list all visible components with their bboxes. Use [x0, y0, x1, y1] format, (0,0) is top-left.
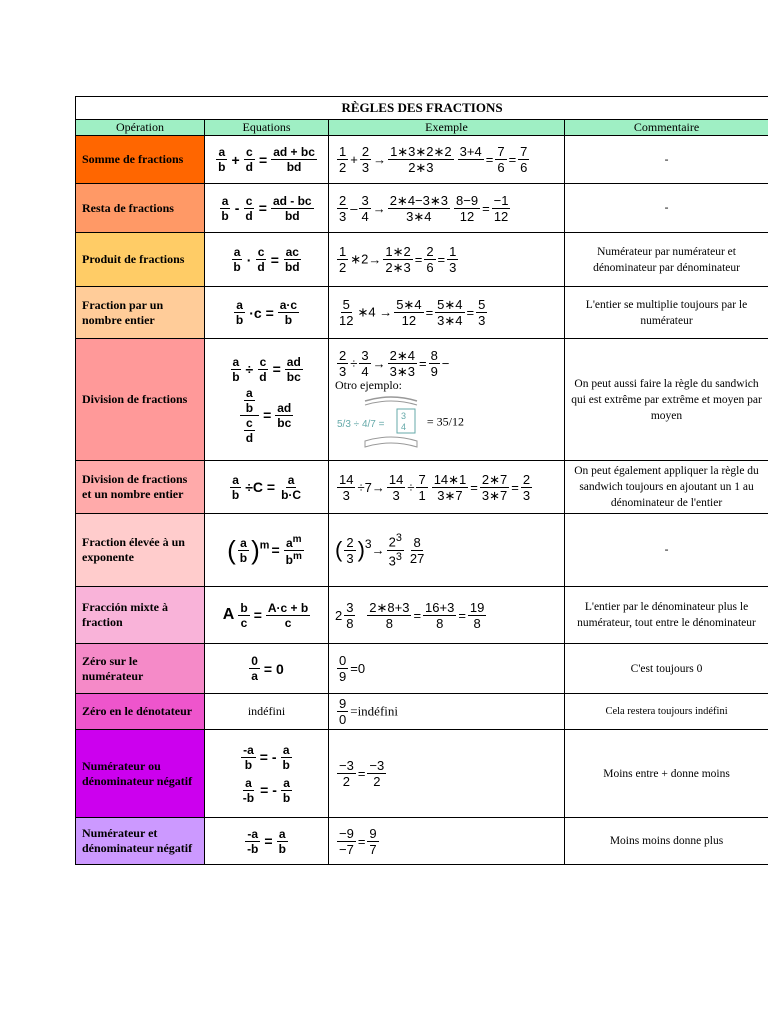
operation-cell: Zéro en le dénotateur: [76, 694, 205, 730]
operation-cell: Somme de fractions: [76, 136, 205, 184]
comment-cell: Numérateur par numérateur et dénominateur par dénominateur: [565, 233, 768, 287]
example-cell: $\frac{0}{9}$ =0: [329, 644, 565, 694]
header-operation: Opération: [76, 120, 205, 136]
table-row: [76, 587, 768, 644]
operation-cell: Fracción mixte à fraction: [76, 587, 205, 644]
table-row: [76, 818, 768, 865]
equation-cell: $\frac{a}{b}$ - $\frac{c}{d}$ = $\frac{ad - bc}{bd}$: [205, 184, 329, 233]
table-row: [76, 184, 768, 233]
svg-text:5/3 ÷ 4/7 =: 5/3 ÷ 4/7 =: [337, 418, 385, 430]
equation-cell: $\frac{a}{b}$ ÷C = $\frac{a}{b\cdot C}$: [205, 461, 329, 514]
table-row: [76, 339, 768, 461]
operation-cell: Resta de fractions: [76, 184, 205, 233]
example-cell: $\frac{1}{2}$ ∗2→ $\frac{1∗2}{2∗3}$ = $\frac{2}{6}$ = $\frac{1}{3}$: [329, 233, 565, 287]
equation-cell: $\frac{-a}{-b}$ = $\frac{a}{b}$: [205, 818, 329, 865]
comment-cell: L'entier se multiplie toujours par le numérateur: [565, 287, 768, 339]
table-row: [76, 287, 768, 339]
svg-text:4: 4: [401, 421, 407, 432]
undefined-result: =indéfini: [350, 703, 399, 719]
zero-result: =0: [350, 661, 366, 676]
example-cell: $\frac{1}{2}$ + $\frac{2}{3}$ → $\frac{1∗3∗2∗2}{2∗3}$ 3+4 = $\frac{7}{6}$ = $\frac{7}{6}$: [329, 136, 565, 184]
operation-cell: Numérateur ou dénominateur négatif: [76, 730, 205, 818]
example-cell: 2 $\frac{3}{8}$ $\frac{2∗8+3}{8}$ = $\frac{16+3}{8}$ = $\frac{19}{8}$: [329, 587, 565, 644]
example-cell: $\frac{2}{3}$ – $\frac{3}{4}$ → $\frac{2∗4-3∗3}{3∗4}$ $\frac{8-9}{12}$ = $\frac{-1}{12}$: [329, 184, 565, 233]
table-title: RÈGLES DES FRACTIONS: [76, 97, 768, 120]
table-row: [76, 644, 768, 694]
otro-ejemplo-label: Otro ejemplo:: [335, 377, 402, 392]
operation-cell: Zéro sur le numérateur: [76, 644, 205, 694]
comment-cell: -: [565, 136, 768, 184]
comment-cell: Moins entre + donne moins: [565, 730, 768, 818]
operation-cell: Produit de fractions: [76, 233, 205, 287]
table-row: [76, 694, 768, 730]
comment-cell: Cela restera toujours indéfini: [565, 694, 768, 730]
table-row: [76, 136, 768, 184]
header-comment: Commentaire: [565, 120, 768, 136]
sandwich-result: = 35/12: [426, 414, 464, 429]
table-row: [76, 233, 768, 287]
comment-cell: L'entier par le dénominateur plus le numérateur, tout entre le dénominateur: [565, 587, 768, 644]
table-row: [76, 730, 768, 818]
equation-cell: $\frac{a}{b}$ ÷ $\frac{c}{d}$ = $\frac{ad}{bc}$ $\frac{\frac{a}{b}}{\frac{c}{d}}$ = $\frac{ad}{bc}$: [205, 339, 329, 461]
table-row: [76, 514, 768, 587]
header-equations: Equations: [205, 120, 329, 136]
comment-cell: -: [565, 514, 768, 587]
example-cell: ( $\frac{2}{3}$ )$^3$→ $\frac{2^3}{3^3}$ $\frac{8}{27}$: [329, 514, 565, 587]
example-cell: $\frac{-9}{-7}$ = $\frac{9}{7}$: [329, 818, 565, 865]
example-cell: $\frac{2}{3}$ ÷ $\frac{3}{4}$ → $\frac{2∗4}{3∗3}$ = $\frac{8}{9}$ − Otro ejemplo: 5/3 ÷ 4/7 = 3 4 = 35/12: [329, 339, 565, 461]
equation-cell: $\frac{0}{a}$ = 0: [205, 644, 329, 694]
equation-cell: indéfini: [205, 694, 329, 730]
equation-cell: A $\frac{b}{c}$ = $\frac{A\cdot c + b}{c}$: [205, 587, 329, 644]
fraction-rules-table: [75, 96, 768, 865]
comment-cell: On peut aussi faire la règle du sandwich qui est extrême par extrême et moyen par moyen: [565, 339, 768, 461]
comment-cell: Moins moins donne plus: [565, 818, 768, 865]
svg-text:3: 3: [401, 410, 407, 421]
table-row: [76, 461, 768, 514]
example-cell: $\frac{5}{12}$ ∗4 → $\frac{5∗4}{12}$ = $\frac{5∗4}{3∗4}$ = $\frac{5}{3}$: [329, 287, 565, 339]
example-cell: $\frac{-3}{2}$ = $\frac{-3}{2}$: [329, 730, 565, 818]
comment-cell: On peut également appliquer la règle du sandwich toujours en ajoutant un 1 au dénominateur de l'entier: [565, 461, 768, 514]
equation-cell: ( $\frac{a}{b}$ )$^m$ = $\frac{a^m}{b^m}$: [205, 514, 329, 587]
operation-cell: Division de fractions: [76, 339, 205, 461]
example-cell: $\frac{9}{0}$ =indéfini: [329, 694, 565, 730]
equation-cell: $\frac{a}{b}$ ·c = $\frac{a\cdot c}{b}$: [205, 287, 329, 339]
equation-cell: $\frac{a}{b}$ + $\frac{c}{d}$ = $\frac{ad + bc}{bd}$: [205, 136, 329, 184]
operation-cell: Fraction par un nombre entier: [76, 287, 205, 339]
operation-cell: Fraction élevée à un exponente: [76, 514, 205, 587]
header-example: Exemple: [329, 120, 565, 136]
equation-cell: $\frac{a}{b}$ · $\frac{c}{d}$ = $\frac{ac}{bd}$: [205, 233, 329, 287]
comment-cell: -: [565, 184, 768, 233]
operation-cell: Division de fractions et un nombre entier: [76, 461, 205, 514]
sandwich-sketch-icon: [335, 393, 423, 451]
equation-cell: $\frac{-a}{b}$ = - $\frac{a}{b}$ $\frac{a}{-b}$ = - $\frac{a}{b}$: [205, 730, 329, 818]
example-cell: $\frac{14}{3}$ ÷7→ $\frac{14}{3}$ ÷ $\frac{7}{1}$ $\frac{14∗1}{3∗7}$ = $\frac{2∗7}{3∗7}$ = $\frac{2}{3}$: [329, 461, 565, 514]
comment-cell: C'est toujours 0: [565, 644, 768, 694]
operation-cell: Numérateur et dénominateur négatif: [76, 818, 205, 865]
